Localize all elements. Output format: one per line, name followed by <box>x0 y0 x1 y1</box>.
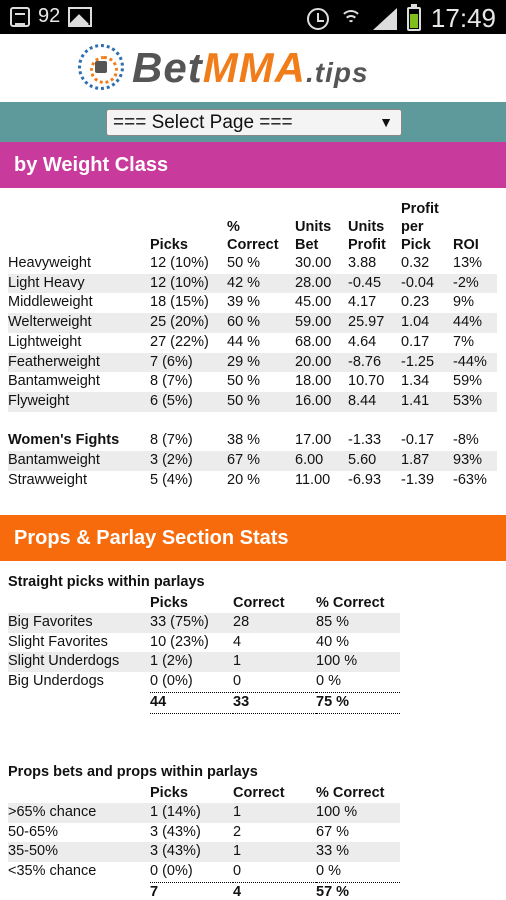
table-row: Lightweight 27 (22%) 44 % 68.00 4.64 0.17 7% <box>8 333 474 350</box>
notes-notification-icon <box>10 7 30 27</box>
table-totals-row: 7 4 57 % <box>8 882 400 900</box>
weight-class-table <box>8 200 497 490</box>
battery-icon <box>407 7 421 31</box>
table-row: Featherweight 7 (6%) 29 % 20.00 -8.76 -1.25 -44% <box>8 353 497 373</box>
alarm-icon <box>307 8 329 30</box>
table-row: 50-65% 3 (43%) 2 67 % <box>8 823 350 840</box>
select-page-dropdown[interactable] <box>106 109 402 136</box>
col-header-units-profit: Units Profit <box>348 219 386 253</box>
select-page-value: === Select Page === <box>113 112 293 133</box>
logo-bet-text: Bet <box>132 44 203 91</box>
col-header-correct: % Correct <box>227 219 279 253</box>
table-row: Bantamweight 3 (2%) 67 % 6.00 5.60 1.87 93% <box>8 451 497 471</box>
table-row: Light Heavy 12 (10%) 42 % 28.00 -0.45 -0.04 -2% <box>8 274 497 294</box>
table-row: Big Underdogs 0 (0%) 0 0 % <box>8 672 400 692</box>
site-header <box>0 34 506 102</box>
col-header-profit-per-pick: Profit per Pick <box>401 201 439 253</box>
table-totals-row: 44 33 75 % <box>8 692 400 713</box>
status-bar-right <box>307 3 496 34</box>
table-row: Flyweight 6 (5%) 50 % 16.00 8.44 1.41 53% <box>8 392 497 412</box>
table-row: Slight Underdogs 1 (2%) 1 100 % <box>8 652 400 672</box>
status-bar <box>0 0 506 34</box>
page-nav-bar <box>0 102 506 142</box>
image-notification-icon <box>68 7 92 27</box>
col-header-picks: Picks <box>150 595 188 611</box>
signal-icon <box>373 8 397 30</box>
table-row: Slight Favorites 10 (23%) 4 40 % <box>8 633 350 650</box>
table-row-womens-total: Women's Fights 8 (7%) 38 % 17.00 -1.33 -0.17 -8% <box>8 432 479 449</box>
props-bets-subtitle: Props bets and props within parlays <box>8 764 258 780</box>
wifi-icon <box>339 8 363 30</box>
table-header-row <box>8 200 497 254</box>
col-header-roi: ROI <box>453 237 479 253</box>
col-header-picks: Picks <box>150 237 188 253</box>
col-header-pct-correct: % Correct <box>316 595 385 611</box>
col-header-correct: Correct <box>233 595 285 611</box>
straight-picks-subtitle: Straight picks within parlays <box>8 574 205 590</box>
table-row: Big Favorites 33 (75%) 28 85 % <box>8 613 400 633</box>
props-bets-table <box>8 784 400 900</box>
table-row: 35-50% 3 (43%) 1 33 % <box>8 842 400 862</box>
col-header-units-bet: Units Bet <box>295 219 332 253</box>
col-header-pct-correct: % Correct <box>316 785 385 801</box>
notification-count: 92 <box>38 5 61 27</box>
straight-picks-table <box>8 594 400 714</box>
col-header-correct: Correct <box>233 785 285 801</box>
table-row: Strawweight 5 (4%) 20 % 11.00 -6.93 -1.39 -63% <box>8 471 487 488</box>
col-header-picks: Picks <box>150 785 188 801</box>
table-header-row <box>8 594 400 613</box>
col-header-class <box>8 200 150 254</box>
table-row: Heavyweight 12 (10%) 50 % 30.00 3.88 0.32 13% <box>8 255 483 271</box>
table-spacer-row <box>8 412 497 432</box>
clock: 17:49 <box>430 3 496 33</box>
logo-tips-text: .tips <box>306 57 369 88</box>
site-logo[interactable] <box>132 44 369 92</box>
table-header-row <box>8 784 400 803</box>
betmma-logo-icon[interactable] <box>78 44 124 90</box>
logo-mma-text: MMA <box>202 44 306 91</box>
table-row: >65% chance 1 (14%) 1 100 % <box>8 803 400 823</box>
status-bar-left <box>10 5 92 28</box>
weight-class-section-header: by Weight Class <box>0 142 506 188</box>
table-row: Bantamweight 8 (7%) 50 % 18.00 10.70 1.34 59% <box>8 373 483 390</box>
table-row: Middleweight 18 (15%) 39 % 45.00 4.17 0.23 9% <box>8 294 474 311</box>
table-row: <35% chance 0 (0%) 0 0 % <box>8 862 400 882</box>
dropdown-arrow-icon: ▼ <box>379 114 393 130</box>
props-parlay-section-header: Props & Parlay Section Stats <box>0 515 506 561</box>
table-row: Welterweight 25 (20%) 60 % 59.00 25.97 1.04 44% <box>8 313 497 333</box>
